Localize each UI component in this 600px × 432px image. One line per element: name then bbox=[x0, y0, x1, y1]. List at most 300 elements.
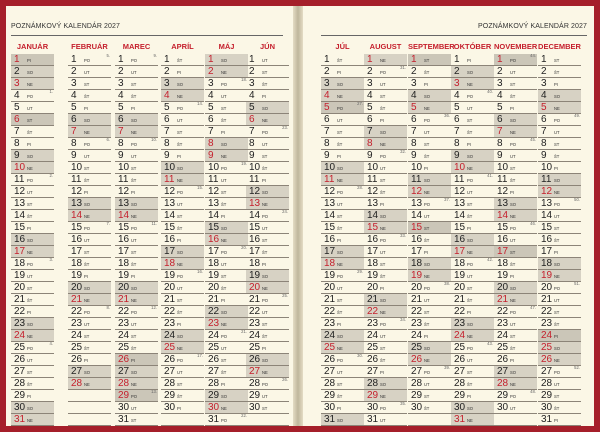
day-row[interactable] bbox=[408, 306, 451, 318]
day-row[interactable] bbox=[538, 198, 581, 210]
day-row[interactable] bbox=[161, 270, 204, 282]
day-row[interactable] bbox=[246, 222, 289, 234]
day-row[interactable] bbox=[538, 378, 581, 390]
day-row[interactable] bbox=[11, 390, 54, 402]
day-row[interactable] bbox=[11, 378, 54, 390]
day-row[interactable] bbox=[246, 54, 289, 66]
day-row[interactable] bbox=[246, 342, 289, 354]
day-row[interactable] bbox=[321, 66, 364, 78]
day-row[interactable] bbox=[205, 270, 248, 282]
day-row[interactable] bbox=[246, 174, 289, 186]
day-row[interactable] bbox=[408, 366, 451, 378]
day-row[interactable] bbox=[408, 234, 451, 246]
day-row[interactable] bbox=[408, 78, 451, 90]
day-row[interactable] bbox=[161, 114, 204, 126]
day-row[interactable] bbox=[246, 402, 289, 414]
day-row[interactable] bbox=[364, 294, 407, 306]
day-row[interactable] bbox=[11, 306, 54, 318]
day-row[interactable] bbox=[494, 402, 537, 414]
day-row[interactable] bbox=[321, 378, 364, 390]
day-row[interactable] bbox=[11, 54, 54, 66]
day-row[interactable] bbox=[68, 270, 111, 282]
day-row[interactable] bbox=[205, 342, 248, 354]
day-row[interactable] bbox=[11, 162, 54, 174]
day-row[interactable] bbox=[205, 222, 248, 234]
day-row[interactable] bbox=[538, 54, 581, 66]
day-row[interactable] bbox=[408, 378, 451, 390]
day-row[interactable] bbox=[161, 210, 204, 222]
day-row[interactable] bbox=[161, 66, 204, 78]
day-row[interactable] bbox=[451, 378, 494, 390]
day-row[interactable] bbox=[494, 258, 537, 270]
day-row[interactable] bbox=[115, 174, 158, 186]
day-row[interactable] bbox=[364, 234, 407, 246]
day-row[interactable] bbox=[451, 366, 494, 378]
day-row[interactable] bbox=[408, 342, 451, 354]
day-row[interactable] bbox=[115, 198, 158, 210]
day-row[interactable] bbox=[11, 138, 54, 150]
day-row[interactable] bbox=[115, 78, 158, 90]
day-row[interactable] bbox=[321, 162, 364, 174]
day-row[interactable] bbox=[408, 174, 451, 186]
day-row[interactable] bbox=[68, 294, 111, 306]
day-row[interactable] bbox=[538, 114, 581, 126]
day-row[interactable] bbox=[408, 246, 451, 258]
day-row[interactable] bbox=[11, 66, 54, 78]
day-row[interactable] bbox=[246, 318, 289, 330]
day-row[interactable] bbox=[408, 222, 451, 234]
day-row[interactable] bbox=[451, 294, 494, 306]
day-row[interactable] bbox=[364, 414, 407, 426]
day-row[interactable] bbox=[11, 126, 54, 138]
day-row[interactable] bbox=[11, 402, 54, 414]
day-row[interactable] bbox=[115, 222, 158, 234]
day-row[interactable] bbox=[161, 150, 204, 162]
day-row[interactable] bbox=[451, 258, 494, 270]
day-row[interactable] bbox=[246, 138, 289, 150]
day-row[interactable] bbox=[161, 234, 204, 246]
day-row[interactable] bbox=[451, 150, 494, 162]
day-row[interactable] bbox=[451, 210, 494, 222]
day-row[interactable] bbox=[408, 66, 451, 78]
day-row[interactable] bbox=[451, 222, 494, 234]
day-row[interactable] bbox=[246, 126, 289, 138]
day-row[interactable] bbox=[494, 306, 537, 318]
day-row[interactable] bbox=[68, 378, 111, 390]
day-row[interactable] bbox=[321, 186, 364, 198]
day-row[interactable] bbox=[115, 114, 158, 126]
day-row[interactable] bbox=[68, 354, 111, 366]
day-row[interactable] bbox=[161, 390, 204, 402]
day-row[interactable] bbox=[364, 126, 407, 138]
day-row[interactable] bbox=[115, 162, 158, 174]
day-row[interactable] bbox=[115, 258, 158, 270]
day-row[interactable] bbox=[451, 90, 494, 102]
day-row[interactable] bbox=[538, 126, 581, 138]
day-row[interactable] bbox=[68, 138, 111, 150]
day-row[interactable] bbox=[321, 402, 364, 414]
day-row[interactable] bbox=[494, 330, 537, 342]
day-row[interactable] bbox=[451, 414, 494, 426]
day-row[interactable] bbox=[115, 354, 158, 366]
day-row[interactable] bbox=[538, 246, 581, 258]
day-row[interactable] bbox=[11, 330, 54, 342]
day-row[interactable] bbox=[115, 282, 158, 294]
day-row[interactable] bbox=[246, 378, 289, 390]
day-row[interactable] bbox=[68, 210, 111, 222]
day-row[interactable] bbox=[494, 66, 537, 78]
day-row[interactable] bbox=[115, 390, 158, 402]
day-row[interactable] bbox=[408, 258, 451, 270]
day-row[interactable] bbox=[364, 354, 407, 366]
day-row[interactable] bbox=[494, 138, 537, 150]
day-row[interactable] bbox=[68, 114, 111, 126]
day-row[interactable] bbox=[115, 402, 158, 414]
day-row[interactable] bbox=[205, 138, 248, 150]
day-row[interactable] bbox=[205, 366, 248, 378]
day-row[interactable] bbox=[408, 318, 451, 330]
day-row[interactable] bbox=[451, 306, 494, 318]
day-row[interactable] bbox=[321, 114, 364, 126]
day-row[interactable] bbox=[246, 294, 289, 306]
day-row[interactable] bbox=[246, 102, 289, 114]
day-row[interactable] bbox=[408, 150, 451, 162]
day-row[interactable] bbox=[451, 234, 494, 246]
day-row[interactable] bbox=[205, 102, 248, 114]
day-row[interactable] bbox=[364, 282, 407, 294]
day-row[interactable] bbox=[494, 174, 537, 186]
day-row[interactable] bbox=[246, 162, 289, 174]
day-row[interactable] bbox=[364, 366, 407, 378]
day-row[interactable] bbox=[364, 78, 407, 90]
day-row[interactable] bbox=[68, 258, 111, 270]
day-row[interactable] bbox=[246, 234, 289, 246]
day-row[interactable] bbox=[451, 126, 494, 138]
day-row[interactable] bbox=[538, 90, 581, 102]
day-row[interactable] bbox=[115, 186, 158, 198]
day-row[interactable] bbox=[451, 102, 494, 114]
day-row[interactable] bbox=[408, 54, 451, 66]
day-row[interactable] bbox=[11, 270, 54, 282]
day-row[interactable] bbox=[161, 186, 204, 198]
day-row[interactable] bbox=[321, 222, 364, 234]
day-row[interactable] bbox=[11, 294, 54, 306]
day-row[interactable] bbox=[11, 114, 54, 126]
day-row[interactable] bbox=[161, 198, 204, 210]
day-row[interactable] bbox=[205, 306, 248, 318]
day-row[interactable] bbox=[11, 234, 54, 246]
day-row[interactable] bbox=[321, 354, 364, 366]
day-row[interactable] bbox=[538, 390, 581, 402]
day-row[interactable] bbox=[68, 78, 111, 90]
day-row[interactable] bbox=[161, 246, 204, 258]
day-row[interactable] bbox=[161, 54, 204, 66]
day-row[interactable] bbox=[115, 54, 158, 66]
day-row[interactable] bbox=[538, 234, 581, 246]
day-row[interactable] bbox=[11, 174, 54, 186]
day-row[interactable] bbox=[205, 186, 248, 198]
day-row[interactable] bbox=[68, 234, 111, 246]
day-row[interactable] bbox=[115, 234, 158, 246]
day-row[interactable] bbox=[321, 282, 364, 294]
day-row[interactable] bbox=[11, 366, 54, 378]
day-row[interactable] bbox=[68, 66, 111, 78]
day-row[interactable] bbox=[115, 342, 158, 354]
day-row[interactable] bbox=[364, 330, 407, 342]
day-row[interactable] bbox=[161, 102, 204, 114]
day-row[interactable] bbox=[161, 402, 204, 414]
day-row[interactable] bbox=[68, 186, 111, 198]
day-row[interactable] bbox=[538, 342, 581, 354]
day-row[interactable] bbox=[205, 294, 248, 306]
day-row[interactable] bbox=[494, 222, 537, 234]
day-row[interactable] bbox=[161, 282, 204, 294]
day-row[interactable] bbox=[321, 294, 364, 306]
day-row[interactable] bbox=[205, 258, 248, 270]
day-row[interactable] bbox=[68, 150, 111, 162]
day-row[interactable] bbox=[408, 294, 451, 306]
day-row[interactable] bbox=[494, 234, 537, 246]
day-row[interactable] bbox=[11, 90, 54, 102]
day-row[interactable] bbox=[246, 78, 289, 90]
day-row[interactable] bbox=[364, 198, 407, 210]
day-row[interactable] bbox=[364, 246, 407, 258]
day-row[interactable] bbox=[451, 318, 494, 330]
day-row[interactable] bbox=[538, 150, 581, 162]
day-row[interactable] bbox=[494, 270, 537, 282]
day-row[interactable] bbox=[68, 330, 111, 342]
day-row[interactable] bbox=[161, 138, 204, 150]
day-row[interactable] bbox=[115, 330, 158, 342]
day-row[interactable] bbox=[11, 186, 54, 198]
day-row[interactable] bbox=[451, 282, 494, 294]
day-row[interactable] bbox=[494, 246, 537, 258]
day-row[interactable] bbox=[494, 354, 537, 366]
day-row[interactable] bbox=[246, 390, 289, 402]
day-row[interactable] bbox=[451, 54, 494, 66]
day-row[interactable] bbox=[205, 378, 248, 390]
day-row[interactable] bbox=[68, 162, 111, 174]
day-row[interactable] bbox=[11, 222, 54, 234]
day-row[interactable] bbox=[494, 186, 537, 198]
day-row[interactable] bbox=[451, 198, 494, 210]
day-row[interactable] bbox=[321, 270, 364, 282]
day-row[interactable] bbox=[115, 138, 158, 150]
day-row[interactable] bbox=[494, 342, 537, 354]
day-row[interactable] bbox=[115, 366, 158, 378]
day-row[interactable] bbox=[205, 114, 248, 126]
day-row[interactable] bbox=[68, 342, 111, 354]
day-row[interactable] bbox=[364, 186, 407, 198]
day-row[interactable] bbox=[321, 210, 364, 222]
day-row[interactable] bbox=[494, 78, 537, 90]
day-row[interactable] bbox=[11, 246, 54, 258]
day-row[interactable] bbox=[205, 90, 248, 102]
day-row[interactable] bbox=[494, 282, 537, 294]
day-row[interactable] bbox=[494, 366, 537, 378]
day-row[interactable] bbox=[115, 414, 158, 426]
day-row[interactable] bbox=[321, 198, 364, 210]
day-row[interactable] bbox=[538, 258, 581, 270]
day-row[interactable] bbox=[205, 198, 248, 210]
day-row[interactable] bbox=[364, 162, 407, 174]
day-row[interactable] bbox=[538, 210, 581, 222]
day-row[interactable] bbox=[364, 342, 407, 354]
day-row[interactable] bbox=[321, 54, 364, 66]
day-row[interactable] bbox=[494, 390, 537, 402]
day-row[interactable] bbox=[408, 138, 451, 150]
day-row[interactable] bbox=[538, 162, 581, 174]
day-row[interactable] bbox=[321, 150, 364, 162]
day-row[interactable] bbox=[161, 378, 204, 390]
day-row[interactable] bbox=[408, 330, 451, 342]
day-row[interactable] bbox=[538, 174, 581, 186]
day-row[interactable] bbox=[11, 258, 54, 270]
day-row[interactable] bbox=[451, 270, 494, 282]
day-row[interactable] bbox=[451, 402, 494, 414]
day-row[interactable] bbox=[205, 246, 248, 258]
day-row[interactable] bbox=[538, 414, 581, 426]
day-row[interactable] bbox=[205, 174, 248, 186]
day-row[interactable] bbox=[11, 354, 54, 366]
day-row[interactable] bbox=[408, 210, 451, 222]
day-row[interactable] bbox=[364, 90, 407, 102]
day-row[interactable] bbox=[364, 114, 407, 126]
day-row[interactable] bbox=[246, 210, 289, 222]
day-row[interactable] bbox=[11, 282, 54, 294]
day-row[interactable] bbox=[205, 162, 248, 174]
day-row[interactable] bbox=[321, 414, 364, 426]
day-row[interactable] bbox=[161, 306, 204, 318]
day-row[interactable] bbox=[68, 174, 111, 186]
day-row[interactable] bbox=[68, 126, 111, 138]
day-row[interactable] bbox=[68, 198, 111, 210]
day-row[interactable] bbox=[115, 102, 158, 114]
day-row[interactable] bbox=[68, 222, 111, 234]
day-row[interactable] bbox=[538, 222, 581, 234]
day-row[interactable] bbox=[408, 90, 451, 102]
day-row[interactable] bbox=[115, 306, 158, 318]
day-row[interactable] bbox=[494, 318, 537, 330]
day-row[interactable] bbox=[205, 414, 248, 426]
day-row[interactable] bbox=[364, 66, 407, 78]
day-row[interactable] bbox=[321, 126, 364, 138]
day-row[interactable] bbox=[115, 90, 158, 102]
day-row[interactable] bbox=[451, 342, 494, 354]
day-row[interactable] bbox=[246, 270, 289, 282]
day-row[interactable] bbox=[11, 414, 54, 426]
day-row[interactable] bbox=[321, 366, 364, 378]
day-row[interactable] bbox=[494, 102, 537, 114]
day-row[interactable] bbox=[161, 126, 204, 138]
day-row[interactable] bbox=[408, 282, 451, 294]
day-row[interactable] bbox=[68, 366, 111, 378]
day-row[interactable] bbox=[246, 66, 289, 78]
day-row[interactable] bbox=[11, 78, 54, 90]
day-row[interactable] bbox=[364, 270, 407, 282]
day-row[interactable] bbox=[451, 66, 494, 78]
day-row[interactable] bbox=[205, 126, 248, 138]
day-row[interactable] bbox=[364, 402, 407, 414]
day-row[interactable] bbox=[205, 330, 248, 342]
day-row[interactable] bbox=[408, 198, 451, 210]
day-row[interactable] bbox=[11, 102, 54, 114]
day-row[interactable] bbox=[68, 90, 111, 102]
day-row[interactable] bbox=[246, 246, 289, 258]
day-row[interactable] bbox=[364, 174, 407, 186]
day-row[interactable] bbox=[451, 354, 494, 366]
day-row[interactable] bbox=[161, 222, 204, 234]
day-row[interactable] bbox=[246, 186, 289, 198]
day-row[interactable] bbox=[246, 306, 289, 318]
day-row[interactable] bbox=[494, 114, 537, 126]
day-row[interactable] bbox=[161, 162, 204, 174]
day-row[interactable] bbox=[68, 102, 111, 114]
day-row[interactable] bbox=[11, 342, 54, 354]
day-row[interactable] bbox=[538, 318, 581, 330]
day-row[interactable] bbox=[115, 318, 158, 330]
day-row[interactable] bbox=[161, 366, 204, 378]
day-row[interactable] bbox=[408, 402, 451, 414]
day-row[interactable] bbox=[205, 390, 248, 402]
day-row[interactable] bbox=[451, 138, 494, 150]
day-row[interactable] bbox=[161, 78, 204, 90]
day-row[interactable] bbox=[538, 306, 581, 318]
day-row[interactable] bbox=[321, 246, 364, 258]
day-row[interactable] bbox=[451, 114, 494, 126]
day-row[interactable] bbox=[161, 330, 204, 342]
day-row[interactable] bbox=[321, 306, 364, 318]
day-row[interactable] bbox=[115, 150, 158, 162]
day-row[interactable] bbox=[11, 150, 54, 162]
day-row[interactable] bbox=[321, 318, 364, 330]
day-row[interactable] bbox=[321, 330, 364, 342]
day-row[interactable] bbox=[364, 210, 407, 222]
day-row[interactable] bbox=[321, 138, 364, 150]
day-row[interactable] bbox=[11, 318, 54, 330]
day-row[interactable] bbox=[205, 282, 248, 294]
day-row[interactable] bbox=[246, 150, 289, 162]
day-row[interactable] bbox=[246, 90, 289, 102]
day-row[interactable] bbox=[494, 162, 537, 174]
day-row[interactable] bbox=[68, 246, 111, 258]
day-row[interactable] bbox=[205, 354, 248, 366]
day-row[interactable] bbox=[246, 330, 289, 342]
day-row[interactable] bbox=[115, 66, 158, 78]
day-row[interactable] bbox=[494, 54, 537, 66]
day-row[interactable] bbox=[408, 390, 451, 402]
day-row[interactable] bbox=[115, 270, 158, 282]
day-row[interactable] bbox=[408, 114, 451, 126]
day-row[interactable] bbox=[321, 234, 364, 246]
day-row[interactable] bbox=[494, 150, 537, 162]
day-row[interactable] bbox=[364, 378, 407, 390]
day-row[interactable] bbox=[494, 90, 537, 102]
day-row[interactable] bbox=[161, 354, 204, 366]
day-row[interactable] bbox=[408, 162, 451, 174]
day-row[interactable] bbox=[321, 78, 364, 90]
day-row[interactable] bbox=[538, 138, 581, 150]
day-row[interactable] bbox=[205, 54, 248, 66]
day-row[interactable] bbox=[11, 198, 54, 210]
day-row[interactable] bbox=[161, 318, 204, 330]
day-row[interactable] bbox=[364, 318, 407, 330]
day-row[interactable] bbox=[68, 54, 111, 66]
day-row[interactable] bbox=[11, 210, 54, 222]
day-row[interactable] bbox=[364, 102, 407, 114]
day-row[interactable] bbox=[68, 282, 111, 294]
day-row[interactable] bbox=[494, 198, 537, 210]
